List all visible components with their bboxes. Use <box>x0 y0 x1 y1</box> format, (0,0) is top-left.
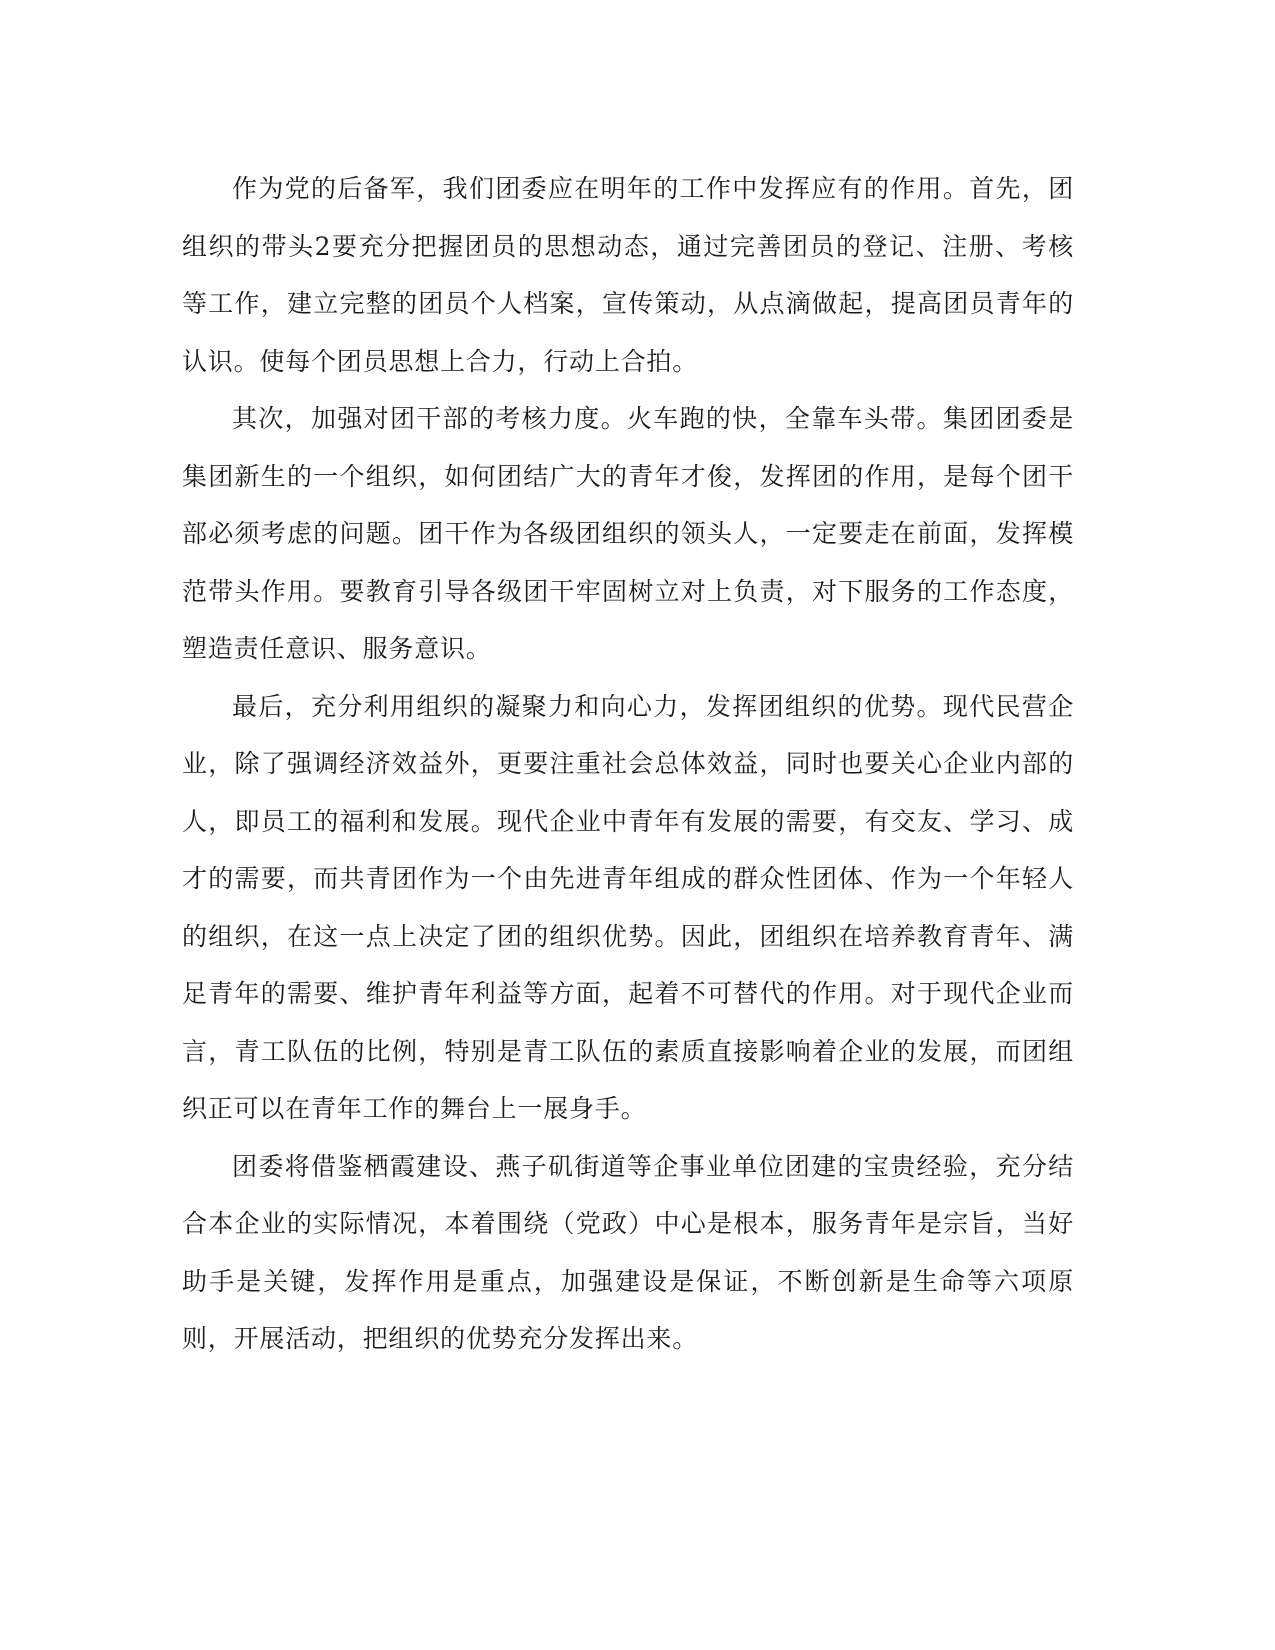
paragraph-4: 团委将借鉴栖霞建设、燕子矶街道等企事业单位团建的宝贵经验，充分结合本企业的实际情况，本着围绕（党政）中心是根本，服务青年是宗旨，当好助手是关键，发挥作用是重点，加强建设是保证，不断创新是生命等六项原则，开展活动，把组织的优势充分发挥出来。 <box>182 1151 1074 1353</box>
paragraph-3: 最后，充分利用组织的凝聚力和向心力，发挥团组织的优势。现代民营企业，除了强调经济效益外，更要注重社会总体效益，同时也要关心企业内部的人，即员工的福利和发展。现代企业中青年有发展的需要，有交友、学习、成才的需要，而共青团作为一个由先进青年组成的群众性团体、作为一个年轻人的组织，在这一点上决定了团的组织优势。因此，团组织在培养教育青年、满足青年的需要、维护青年利益等方面，起着不可替代的作用。对于现代企业而言，青工队伍的比例，特别是青工队伍的素质直接影响着企业的发展，而团组织正可以在青年工作的舞台上一展身手。 <box>182 691 1074 1123</box>
document-body <box>182 160 1074 1368</box>
paragraph-1: 作为党的后备军，我们团委应在明年的工作中发挥应有的作用。首先，团组织的带头2要充分把握团员的思想动态，通过完善团员的登记、注册、考核等工作，建立完整的团员个人档案，宣传策动，从点滴做起，提高团员青年的认识。使每个团员思想上合力，行动上合拍。 <box>182 174 1074 376</box>
paragraph-2: 其次，加强对团干部的考核力度。火车跑的快，全靠车头带。集团团委是集团新生的一个组织，如何团结广大的青年才俊，发挥团的作用，是每个团干部必须考虑的问题。团干作为各级团组织的领头人，一定要走在前面，发挥模范带头作用。要教育引导各级团干牢固树立对上负责，对下服务的工作态度，塑造责任意识、服务意识。 <box>182 404 1074 663</box>
